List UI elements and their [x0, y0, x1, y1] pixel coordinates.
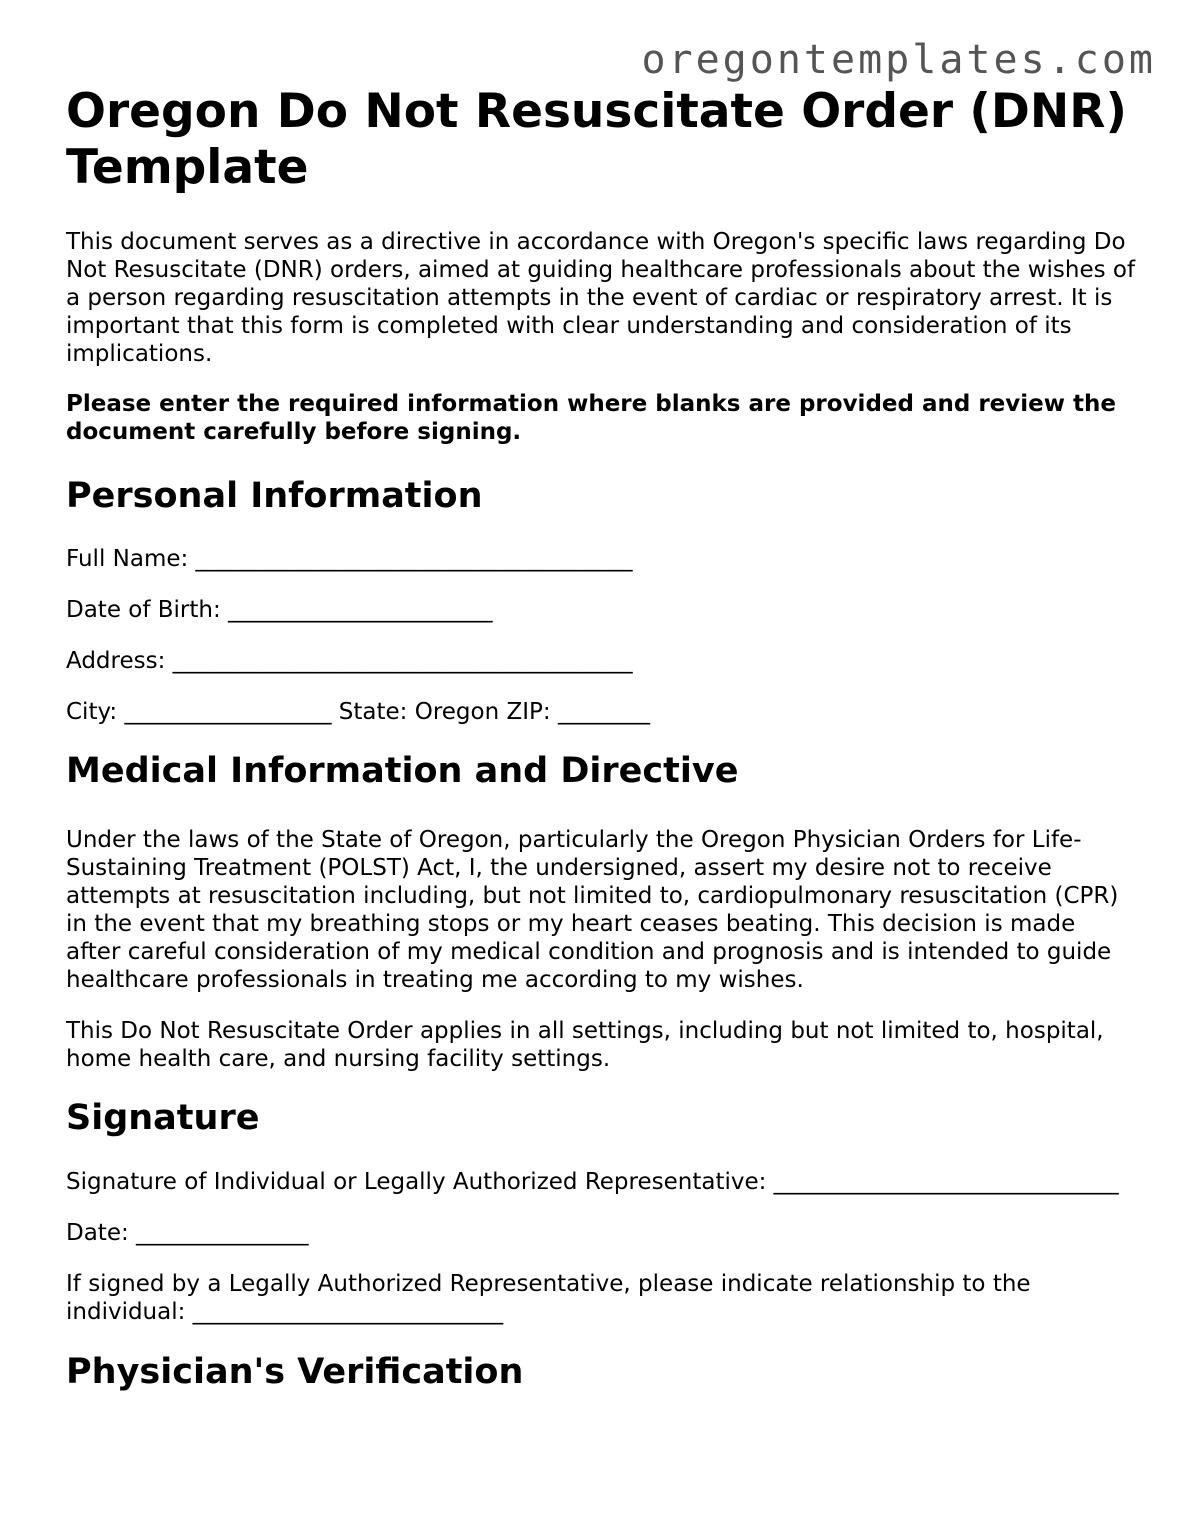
site-watermark: oregontemplates.com — [641, 37, 1156, 83]
address-field: Address: ________________________________________ — [66, 648, 633, 674]
document-title: Oregon Do Not Resuscitate Order (DNR) Template — [66, 84, 1127, 195]
signature-field: Signature of Individual or Legally Authorized Representative: ______________________________ — [66, 1169, 1119, 1195]
representative-relationship-field: If signed by a Legally Authorized Representative, please indicate relationship to the individual: ___________________________ — [66, 1271, 1031, 1325]
document-page — [66, 84, 1136, 1394]
settings-paragraph: This Do Not Resuscitate Order applies in all settings, including but not limited to, hospital, home health care, and nursing facility settings. — [66, 1018, 1104, 1072]
personal-information-heading: Personal Information — [66, 476, 483, 516]
medical-directive-heading: Medical Information and Directive — [66, 751, 739, 791]
date-of-birth-field: Date of Birth: _______________________ — [66, 597, 493, 623]
signature-date-field: Date: _______________ — [66, 1220, 309, 1246]
medical-directive-paragraph: Under the laws of the State of Oregon, particularly the Oregon Physician Orders for Life-Sustaining Treatment (POLST) Act, I, the undersigned, assert my desire not to receive attempts at resuscitation including, but not limited to, cardiopulmonary resuscitation (CPR) in the event that my breathing stops or my heart ceases beating. This decision is made after careful consideration of my medical condition and prognosis and is intended to guide healthcare professionals in treating me according to my wishes. — [66, 827, 1119, 993]
intro-paragraph: This document serves as a directive in accordance with Oregon's specific laws regarding Do Not Resuscitate (DNR) orders, aimed at guiding healthcare professionals about the wishes of a person regarding resuscitation attempts in the event of cardiac or respiratory arrest. It is important that this form is completed with clear understanding and consideration of its implications. — [66, 229, 1136, 367]
full-name-field: Full Name: ______________________________________ — [66, 546, 633, 572]
instructions-notice: Please enter the required information where blanks are provided and review the document carefully before signing. — [66, 391, 1116, 445]
physician-verification-heading: Physician's Verification — [66, 1352, 524, 1392]
signature-heading: Signature — [66, 1098, 260, 1138]
city-state-zip-field: City: __________________ State: Oregon ZIP: ________ — [66, 699, 650, 725]
